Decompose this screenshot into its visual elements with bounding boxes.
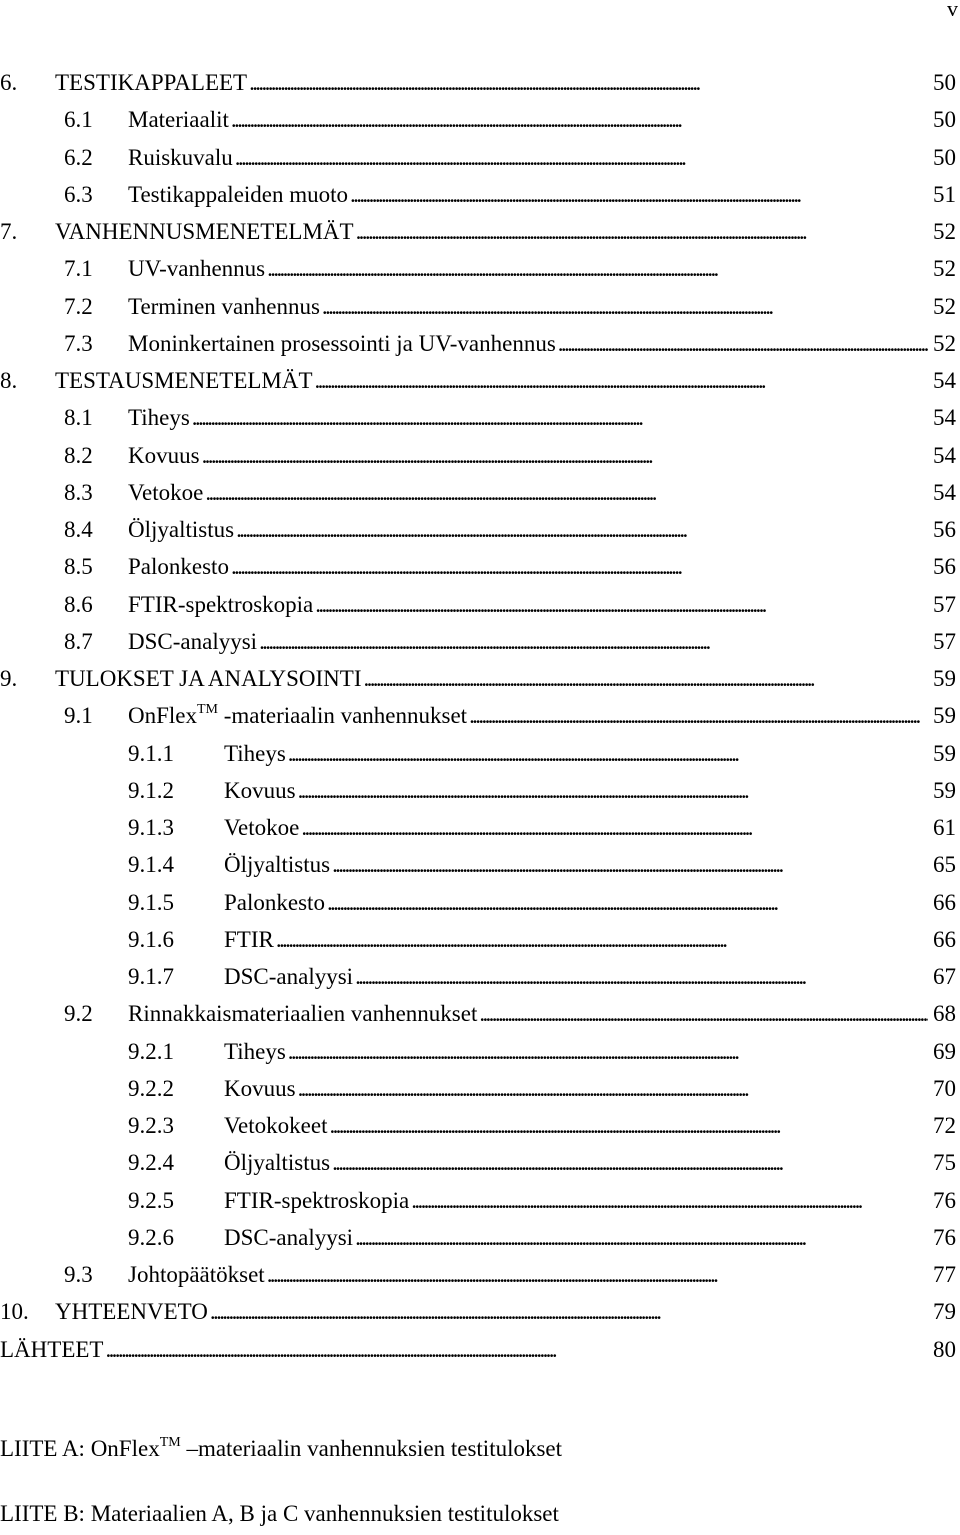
toc-entry-page: 54: [933, 405, 956, 431]
toc-entry-title: Vetokokeet: [224, 1113, 328, 1138]
dot-leader: [329, 1107, 928, 1144]
toc-entry-title-wrap: [224, 884, 928, 921]
toc-entry[interactable]: [0, 474, 960, 511]
toc-entry-title: TESTAUSMENETELMÄT: [55, 368, 313, 393]
toc-entry[interactable]: [0, 735, 960, 772]
toc-entry[interactable]: [0, 846, 960, 883]
toc-entry[interactable]: [0, 139, 960, 176]
toc-entry[interactable]: [0, 660, 960, 697]
toc-entry-title: Rinnakkaismateriaalien vanhennukset: [128, 1001, 478, 1027]
toc-entry-title: Tiheys: [128, 405, 190, 431]
toc-entry[interactable]: [0, 176, 960, 213]
toc-entry-title: FTIR-spektroskopia: [224, 1187, 410, 1213]
dot-leader: [479, 995, 928, 1032]
trademark-sup: TM: [159, 1435, 181, 1450]
dot-leader: [364, 660, 929, 697]
toc-entry-page: 50: [933, 107, 956, 133]
toc-entry-title: Öljyaltistus: [224, 852, 331, 878]
toc-entry-title-wrap: [55, 1293, 928, 1330]
toc-entry-title-wrap: [55, 64, 928, 101]
toc-entry-number: 9.1.5: [128, 889, 174, 915]
toc-entry-number: 9.1: [64, 703, 93, 729]
dot-leader: [205, 474, 928, 511]
toc-entry-number: 8.3: [64, 479, 93, 505]
trademark-sup: TM: [197, 702, 218, 718]
toc-entry-number: 9.1.6: [128, 926, 174, 952]
dot-leader: [298, 1070, 928, 1107]
toc-entry-number: 8.2: [64, 442, 93, 468]
toc-entry-title: [128, 697, 469, 734]
toc-entry[interactable]: [0, 325, 960, 362]
toc-entry-number: 7.: [0, 219, 18, 244]
toc-entry-page: 76: [933, 1187, 956, 1213]
toc-entry-number: 8.4: [64, 517, 93, 542]
dot-leader: [315, 586, 928, 623]
toc-entry-title-wrap: [224, 1107, 928, 1144]
toc-entry[interactable]: [0, 1293, 960, 1330]
toc-entry-page: 52: [933, 330, 956, 356]
toc-entry[interactable]: [0, 437, 960, 474]
toc-entry-page: 67: [933, 964, 956, 989]
toc-entry-number: 9.1.3: [128, 815, 174, 840]
table-of-contents: [0, 64, 960, 1368]
dot-leader: [469, 697, 928, 734]
dot-leader: [298, 772, 928, 809]
dot-leader: [267, 250, 928, 287]
toc-entry-title-wrap: [55, 213, 928, 250]
toc-entry-title-wrap: [128, 250, 928, 287]
toc-entry-page: 79: [933, 1299, 956, 1325]
toc-entry-title: TESTIKAPPALEET: [55, 70, 248, 95]
toc-entry-title-wrap: [224, 958, 928, 995]
dot-leader: [356, 213, 928, 250]
dot-leader: [210, 1293, 928, 1330]
toc-entry-page: 59: [933, 777, 956, 803]
toc-entry-title: Terminen vanhennus: [128, 293, 320, 319]
toc-entry[interactable]: [0, 250, 960, 287]
toc-entry-title-wrap: [128, 437, 928, 474]
dot-leader: [267, 1256, 928, 1293]
toc-entry-title: Ruiskuvalu: [128, 144, 233, 170]
toc-entry-page: 59: [933, 703, 956, 729]
toc-entry-page: 80: [933, 1336, 956, 1362]
toc-entry-page: 59: [933, 740, 956, 766]
toc-entry-title: Vetokoe: [224, 815, 300, 840]
toc-entry-title: UV-vanhennus: [128, 256, 266, 282]
toc-entry[interactable]: [0, 64, 960, 101]
appendix-a-title: –materiaalin vanhennuksien testitulokset: [180, 1436, 563, 1461]
toc-entry-page: 50: [933, 70, 956, 95]
toc-entry-title-wrap: [128, 176, 928, 213]
toc-entry-number: 8.5: [64, 554, 93, 580]
toc-entry-page: 54: [933, 479, 956, 505]
toc-entry-title-wrap: [128, 623, 928, 660]
toc-entry-number: 7.1: [64, 256, 93, 282]
page-number: v: [947, 0, 958, 21]
toc-entry[interactable]: [0, 921, 960, 958]
toc-entry-page: 52: [933, 293, 956, 319]
appendix-b[interactable]: LIITE B: Materiaalien A, B ja C vanhennuksien testitulokset: [0, 1501, 559, 1526]
toc-entry-number: 8.6: [64, 591, 93, 617]
toc-entry-title: Vetokoe: [128, 479, 204, 505]
toc-entry-title: Öljyaltistus: [128, 517, 235, 542]
toc-entry-number: 6.1: [64, 107, 93, 133]
toc-entry-page: 59: [933, 666, 956, 691]
toc-entry-page: 65: [933, 852, 956, 878]
toc-entry-number: 9.2.6: [128, 1224, 174, 1250]
toc-entry-number: 9.1.2: [128, 777, 174, 803]
toc-entry-page: 76: [933, 1224, 956, 1250]
toc-entry[interactable]: [0, 1070, 960, 1107]
toc-entry-title-wrap: [128, 399, 928, 436]
toc-entry-title-wrap: [224, 772, 928, 809]
toc-entry-title-wrap: [224, 1219, 928, 1256]
toc-entry-title: Kovuus: [128, 442, 200, 468]
toc-entry-title-wrap: [224, 1182, 928, 1219]
dot-leader: [276, 921, 928, 958]
toc-entry[interactable]: [0, 884, 960, 921]
toc-entry[interactable]: [0, 288, 960, 325]
toc-entry-number: 7.2: [64, 293, 93, 319]
toc-entry-title: Palonkesto: [224, 889, 325, 915]
toc-entry-number: 9.2.5: [128, 1187, 174, 1213]
toc-entry-page: 75: [933, 1150, 956, 1176]
dot-leader: [322, 288, 928, 325]
dot-leader: [202, 437, 928, 474]
toc-entry-page: 66: [933, 926, 956, 952]
dot-leader: [301, 809, 928, 846]
toc-entry-title-wrap: [224, 1033, 928, 1070]
toc-entry[interactable]: [0, 1107, 960, 1144]
toc-entry-number: 9.1.1: [128, 740, 174, 766]
toc-entry-title: FTIR: [224, 926, 274, 952]
toc-entry-title-wrap: [224, 846, 928, 883]
dot-leader: [105, 1331, 928, 1368]
toc-entry-number: 9.2.3: [128, 1113, 174, 1138]
toc-entry-title: Palonkesto: [128, 554, 229, 580]
dot-leader: [350, 176, 928, 213]
dot-leader: [327, 884, 928, 921]
dot-leader: [235, 139, 928, 176]
toc-entry-title-wrap: [0, 1331, 928, 1368]
toc-entry[interactable]: [0, 772, 960, 809]
toc-entry-title: FTIR-spektroskopia: [128, 591, 314, 617]
toc-entry-title-wrap: [55, 660, 928, 697]
dot-leader: [231, 101, 928, 138]
dot-leader: [355, 1219, 928, 1256]
toc-entry[interactable]: [0, 1182, 960, 1219]
toc-entry-title: Tiheys: [224, 740, 286, 766]
toc-entry-title: TULOKSET JA ANALYSOINTI: [55, 666, 362, 691]
toc-entry-title-rest: -materiaalin vanhennukset: [218, 703, 468, 729]
toc-entry[interactable]: [0, 213, 960, 250]
toc-entry-title-wrap: [128, 995, 928, 1032]
toc-entry-title-wrap: [128, 474, 928, 511]
toc-entry-number: 6.: [0, 70, 18, 95]
toc-entry[interactable]: [0, 958, 960, 995]
toc-entry-title: Kovuus: [224, 777, 296, 803]
toc-entry-page: 50: [933, 144, 956, 170]
dot-leader: [249, 64, 928, 101]
toc-entry-title-wrap: [128, 548, 928, 585]
dot-leader: [288, 1033, 928, 1070]
toc-entry-title-wrap: [128, 1256, 928, 1293]
toc-entry-page: 77: [933, 1262, 956, 1287]
toc-entry-number: 6.2: [64, 144, 93, 170]
dot-leader: [355, 958, 928, 995]
toc-entry-page: 52: [933, 256, 956, 282]
toc-entry-page: 69: [933, 1038, 956, 1064]
toc-entry-page: 56: [933, 554, 956, 580]
toc-entry[interactable]: [0, 1144, 960, 1181]
toc-entry-title-wrap: [128, 101, 928, 138]
toc-entry-number: 8.7: [64, 628, 93, 654]
toc-entry-title-main: OnFlex: [128, 703, 197, 729]
toc-entry-number: 9.: [0, 666, 18, 691]
toc-entry[interactable]: [0, 809, 960, 846]
toc-entry-number: 9.1.4: [128, 852, 174, 878]
toc-entry-number: 7.3: [64, 330, 93, 356]
toc-entry-page: 52: [933, 219, 956, 244]
toc-entry-title-wrap: [224, 1070, 928, 1107]
toc-entry-title: VANHENNUSMENETELMÄT: [55, 219, 354, 244]
toc-entry-title: Öljyaltistus: [224, 1150, 331, 1176]
toc-entry[interactable]: [0, 995, 960, 1032]
dot-leader: [231, 548, 928, 585]
toc-entry-page: 54: [933, 442, 956, 468]
dot-leader: [332, 1144, 928, 1181]
toc-entry-number: 8.: [0, 368, 18, 393]
toc-entry[interactable]: [0, 1331, 960, 1368]
toc-entry-number: 9.2.1: [128, 1038, 174, 1064]
dot-leader: [236, 511, 928, 548]
toc-entry-title: DSC-analyysi: [128, 628, 258, 654]
toc-entry-number: 9.1.7: [128, 964, 174, 989]
toc-entry[interactable]: [0, 1256, 960, 1293]
toc-entry-title-wrap: [128, 139, 928, 176]
toc-entry-title: DSC-analyysi: [224, 1224, 354, 1250]
toc-entry-page: 51: [933, 181, 956, 207]
toc-entry-page: 61: [933, 815, 956, 840]
toc-entry-title-wrap: [128, 511, 928, 548]
dot-leader: [259, 623, 928, 660]
toc-entry-title-wrap: [128, 325, 928, 362]
toc-entry-number: 8.1: [64, 405, 93, 431]
toc-entry[interactable]: [0, 1219, 960, 1256]
toc-entry-page: 57: [933, 628, 956, 654]
dot-leader: [558, 325, 928, 362]
toc-entry-title-wrap: [128, 586, 928, 623]
toc-entry-page: 66: [933, 889, 956, 915]
toc-entry-page: 68: [933, 1001, 956, 1027]
toc-entry-number: 10.: [0, 1299, 29, 1325]
toc-entry-number: 9.2.4: [128, 1150, 174, 1176]
dot-leader: [192, 399, 928, 436]
toc-entry-number: 9.2: [64, 1001, 93, 1027]
toc-entry-title-wrap: [224, 735, 928, 772]
toc-entry-title: YHTEENVETO: [55, 1299, 208, 1325]
toc-entry-title: Moninkertainen prosessointi ja UV-vanhennus: [128, 330, 556, 356]
toc-entry-title-wrap: [224, 1144, 928, 1181]
toc-entry-title-wrap: [128, 697, 928, 734]
dot-leader: [315, 362, 928, 399]
toc-entry-title: Testikappaleiden muoto: [128, 181, 349, 207]
toc-entry-page: 57: [933, 591, 956, 617]
toc-entry-page: 72: [933, 1113, 956, 1138]
toc-entry[interactable]: [0, 101, 960, 138]
toc-entry-page: 54: [933, 368, 956, 393]
toc-entry-page: 70: [933, 1075, 956, 1101]
dot-leader: [332, 846, 928, 883]
toc-entry-title-wrap: [55, 362, 928, 399]
toc-entry[interactable]: [0, 697, 960, 734]
toc-entry-number: 6.3: [64, 181, 93, 207]
toc-entry-title-wrap: [224, 809, 928, 846]
toc-entry[interactable]: [0, 511, 960, 548]
toc-entry-number: 9.2.2: [128, 1075, 174, 1101]
appendix-a[interactable]: [0, 1436, 562, 1462]
toc-entry-title: Materiaalit: [128, 107, 229, 133]
toc-entry[interactable]: [0, 548, 960, 585]
toc-entry[interactable]: [0, 1033, 960, 1070]
toc-entry[interactable]: [0, 586, 960, 623]
toc-entry-title: DSC-analyysi: [224, 964, 354, 989]
toc-entry-title: LÄHTEET: [0, 1336, 104, 1362]
toc-entry-page: 56: [933, 517, 956, 542]
dot-leader: [411, 1182, 928, 1219]
toc-entry-title: Tiheys: [224, 1038, 286, 1064]
toc-entry-number: 9.3: [64, 1262, 93, 1287]
toc-entry-title: Johtopäätökset: [128, 1262, 265, 1287]
toc-entry[interactable]: [0, 362, 960, 399]
appendix-a-label: LIITE A: OnFlex: [0, 1436, 160, 1461]
toc-entry-title: Kovuus: [224, 1075, 296, 1101]
toc-entry-title-wrap: [224, 921, 928, 958]
toc-entry-title-wrap: [128, 288, 928, 325]
toc-entry[interactable]: [0, 623, 960, 660]
toc-entry[interactable]: [0, 399, 960, 436]
dot-leader: [288, 735, 928, 772]
